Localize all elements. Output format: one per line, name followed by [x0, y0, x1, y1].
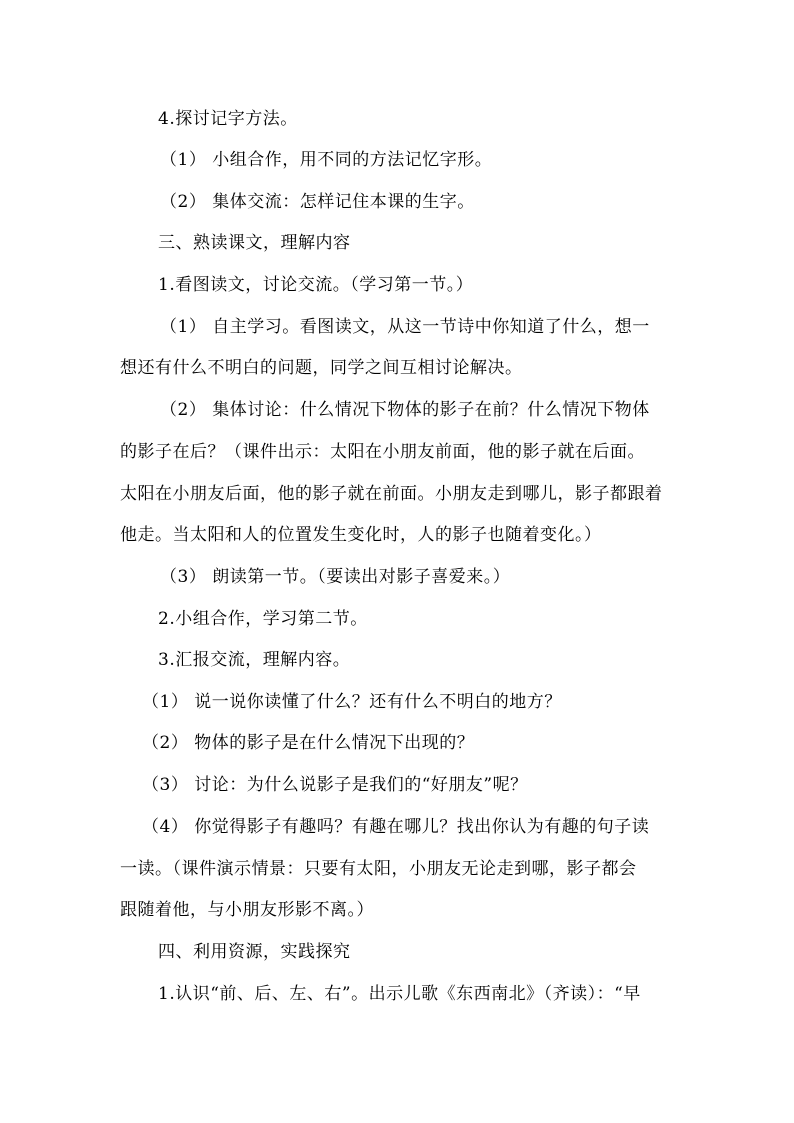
paragraph-line: （1） 自主学习。看图读文，从这一节诗中你知道了什么，想一 — [160, 317, 650, 337]
paragraph-line: 的影子在后？（课件出示：太阳在小朋友前面，他的影子就在后面。 — [120, 442, 645, 462]
paragraph-line: （4） 你觉得影子有趣吗？有趣在哪儿？找出你认为有趣的句子读 — [142, 817, 650, 837]
step-heading: 1.认识“前、后、左、右”。出示儿歌《东西南北》（齐读）：“早 — [158, 984, 641, 1004]
step-heading: 2.小组合作，学习第二节。 — [158, 609, 368, 629]
paragraph-line: 太阳在小朋友后面，他的影子就在前面。小朋友走到哪儿，影子都跟着 — [120, 484, 663, 504]
paragraph-line: 想还有什么不明白的问题，同学之间互相讨论解决。 — [120, 358, 523, 378]
paragraph-line: 一读。（课件演示情景：只要有太阳，小朋友无论走到哪，影子都会 — [120, 859, 637, 879]
sub-item: （2） 物体的影子是在什么情况下出现的？ — [142, 733, 475, 753]
sub-item: （1） 说一说你读懂了什么？还有什么不明白的地方？ — [142, 692, 562, 712]
paragraph-line: 他走。当太阳和人的位置发生变化时，人的影子也随着变化。） — [120, 525, 602, 545]
sub-item: （3） 朗读第一节。（要读出对影子喜爱来。） — [160, 567, 511, 587]
section-heading: 三、熟读课文，理解内容 — [158, 233, 351, 253]
step-heading: 4.探讨记字方法。 — [158, 109, 298, 129]
sub-item: （1） 小组合作，用不同的方法记忆字形。 — [160, 150, 493, 170]
section-heading: 四、利用资源，实践探究 — [158, 942, 351, 962]
paragraph-line: 跟随着他，与小朋友形影不离。） — [120, 900, 374, 920]
sub-item: （2） 集体交流：怎样记住本课的生字。 — [160, 192, 475, 212]
sub-item: （3） 讨论：为什么说影子是我们的“好朋友”呢？ — [142, 775, 528, 795]
paragraph-line: （2） 集体讨论：什么情况下物体的影子在前？什么情况下物体 — [160, 400, 650, 420]
step-heading: 1.看图读文，讨论交流。（学习第一节。） — [158, 275, 474, 295]
step-heading: 3.汇报交流，理解内容。 — [158, 650, 351, 670]
